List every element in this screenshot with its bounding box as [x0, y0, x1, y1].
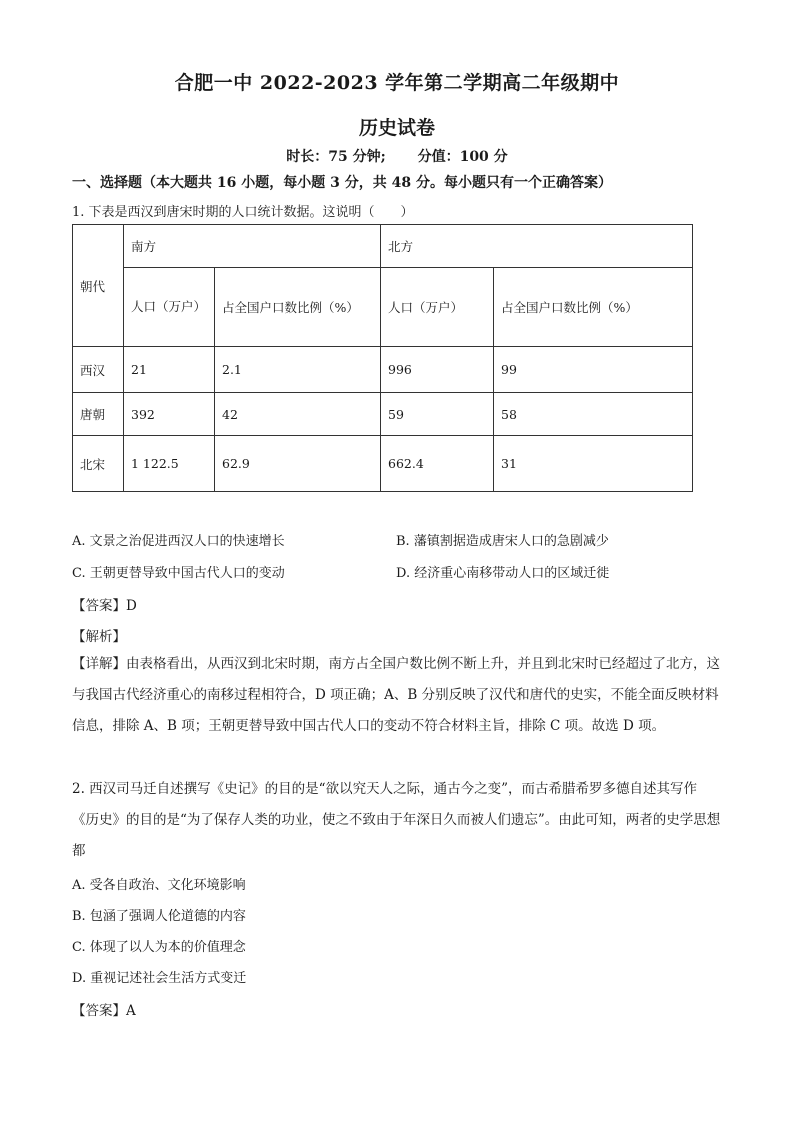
- header-south-ratio: 占全国户口数比例（%）: [215, 268, 381, 347]
- q1-analysis-tag: 【解析】: [72, 629, 126, 645]
- q1-answer: [72, 594, 137, 614]
- cell-north-pop: 996: [381, 347, 494, 393]
- exam-meta: [0, 146, 794, 166]
- q2-option-c: C. 体现了以人为本的价值理念: [72, 940, 246, 955]
- exam-subject: 历史试卷: [358, 117, 435, 139]
- q2-answer: [72, 999, 136, 1019]
- header-south: 南方: [124, 225, 381, 268]
- q2-option-d: D. 重视记述社会生活方式变迁: [72, 971, 247, 986]
- table-row: [73, 347, 693, 393]
- cell-dynasty: 唐朝: [73, 393, 124, 436]
- header-north: 北方: [381, 225, 693, 268]
- section-heading: 一、选择题（本大题共 16 小题，每小题 3 分，共 48 分。每小题只有一个正确答案）: [72, 175, 612, 191]
- cell-north-pop: 59: [381, 393, 494, 436]
- header-south-pop: 人口（万户）: [124, 268, 215, 347]
- cell-dynasty: 西汉: [73, 347, 124, 393]
- q1-option-c: C. 王朝更替导致中国古代人口的变动: [72, 566, 285, 581]
- cell-south-ratio: 62.9: [215, 436, 381, 492]
- cell-south-ratio: 42: [215, 393, 381, 436]
- detail-tag: 【详解】: [72, 656, 126, 672]
- answer-tag: 【答案】: [72, 1003, 126, 1019]
- cell-south-pop: 1 122.5: [124, 436, 215, 492]
- population-table: [72, 224, 693, 492]
- exam-score: 分值：100 分: [417, 149, 508, 165]
- answer-tag: 【答案】: [72, 598, 126, 614]
- q1-option-d: D. 经济重心南移带动人口的区域迁徙: [396, 566, 610, 581]
- header-dynasty: 朝代: [73, 225, 124, 347]
- answer-value: A: [126, 1003, 136, 1019]
- cell-north-pop: 662.4: [381, 436, 494, 492]
- q2-option-b: B. 包涵了强调人伦道德的内容: [72, 909, 246, 924]
- table-row: [73, 436, 693, 492]
- cell-south-pop: 21: [124, 347, 215, 393]
- answer-value: D: [126, 598, 137, 614]
- cell-south-pop: 392: [124, 393, 215, 436]
- detail-text: 由表格看出，从西汉到北宋时期，南方占全国户数比例不断上升，并且到北宋时已经超过了北方，这与我国古代经济重心的南移过程相符合，D 项正确；A、B 分别反映了汉代和唐代的史实，不能全面反映材料信息，排除 A、B 项；王朝更替导致中国古代人口的变动不符合材料主旨，排除 C 项。故选 D 项。: [72, 656, 720, 734]
- cell-north-ratio: 99: [494, 347, 693, 393]
- header-north-ratio: 占全国户口数比例（%）: [494, 268, 693, 347]
- table-row: [73, 393, 693, 436]
- q1-detail: [72, 649, 722, 742]
- exam-duration: 时长：75 分钟;: [286, 149, 386, 165]
- q1-option-b: B. 藩镇割据造成唐宋人口的急剧减少: [396, 534, 609, 549]
- cell-south-ratio: 2.1: [215, 347, 381, 393]
- exam-title: 合肥一中 2022-2023 学年第二学期高二年级期中: [174, 72, 620, 94]
- cell-north-ratio: 58: [494, 393, 693, 436]
- q2-stem: 2. 西汉司马迁自述撰写《史记》的目的是“欲以究天人之际，通古今之变”，而古希腊希罗多德自述其写作《历史》的目的是“为了保存人类的功业，使之不致由于年深日久而被人们遗忘”。由此可知，两者的史学思想都: [72, 781, 721, 859]
- q1-stem: 1. 下表是西汉到唐宋时期的人口统计数据。这说明（ ）: [72, 205, 414, 220]
- cell-north-ratio: 31: [494, 436, 693, 492]
- q1-option-a: A. 文景之治促进西汉人口的快速增长: [72, 534, 285, 549]
- q2-option-a: A. 受各自政治、文化环境影响: [72, 878, 246, 893]
- cell-dynasty: 北宋: [73, 436, 124, 492]
- header-north-pop: 人口（万户）: [381, 268, 494, 347]
